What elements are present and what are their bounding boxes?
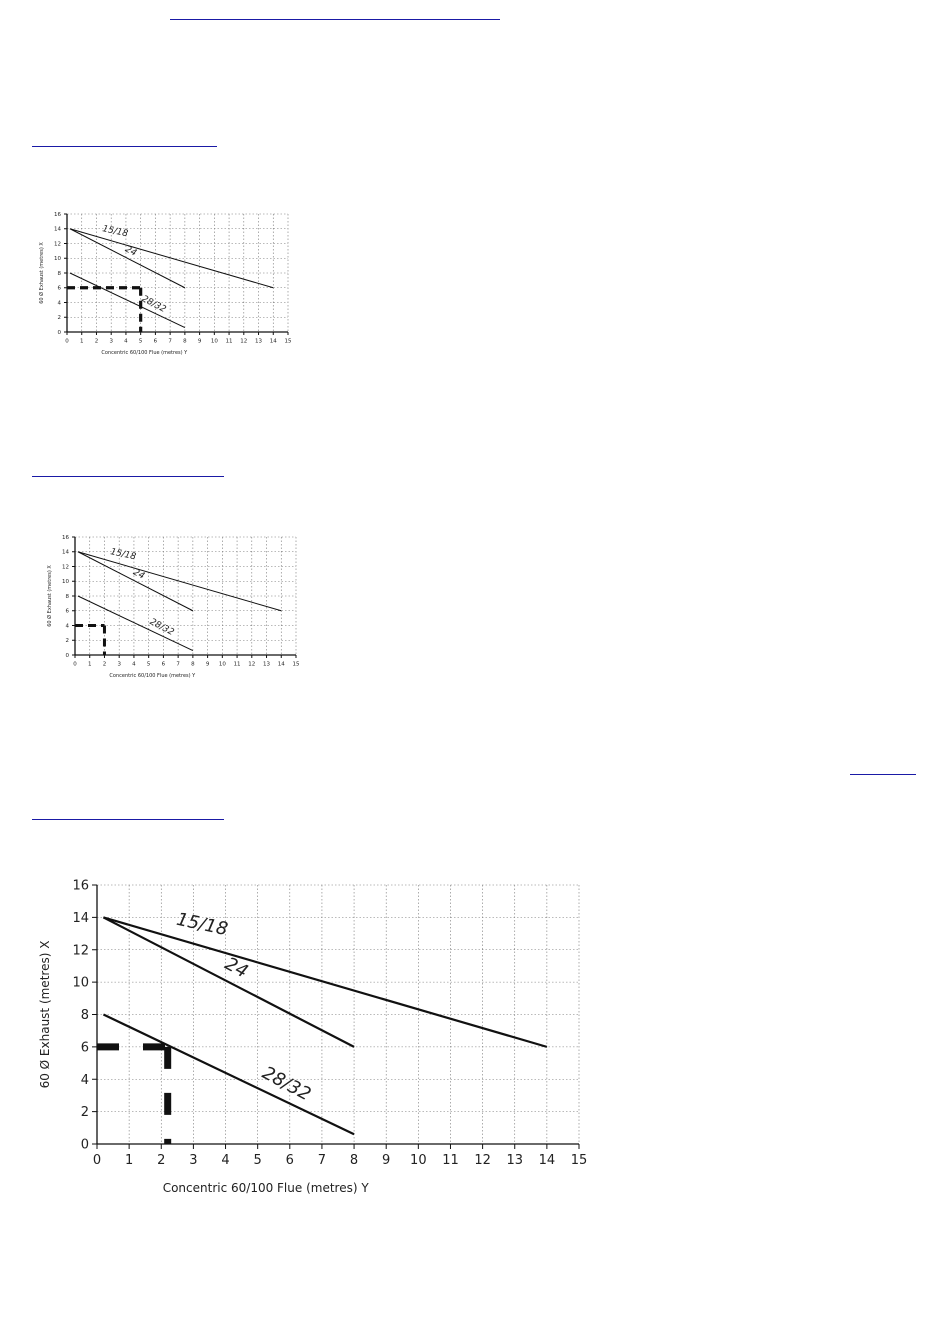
x-tick-label: 4 [132,661,136,668]
x-tick-label: 1 [79,338,84,345]
x-tick-label: 12 [240,338,248,345]
x-tick-label: 7 [168,338,172,345]
y-tick-label: 6 [65,608,69,615]
y-tick-label: 4 [80,1072,89,1088]
x-tick-label: 5 [146,661,151,668]
y-tick-label: 0 [80,1137,89,1153]
series-line [70,273,185,328]
link-right[interactable] [850,774,916,775]
x-tick-label: 10 [210,338,218,345]
x-tick-label: 6 [285,1153,294,1168]
x-tick-label: 7 [317,1153,327,1168]
y-tick-label: 14 [62,549,69,556]
x-tick-label: 10 [410,1153,427,1168]
x-tick-label: 14 [269,338,277,345]
x-tick-label: 8 [191,661,195,668]
y-axis-label: 60 Ø Exhaust (metres) X [47,565,53,627]
link-top[interactable] [170,19,500,20]
x-tick-label: 9 [205,661,210,668]
y-tick-label: 2 [57,315,61,322]
x-tick-label: 12 [474,1153,491,1168]
series-line [103,917,354,1047]
y-tick-label: 2 [80,1105,89,1121]
y-axis-label: 60 Ø Exhaust (metres) X [39,242,45,304]
series-line [103,917,546,1047]
y-tick-label: 4 [57,300,61,307]
x-tick-label: 8 [183,338,187,345]
y-axis-label: 60 Ø Exhaust (metres) X [38,940,52,1089]
y-tick-label: 12 [62,564,69,571]
y-tick-label: 10 [72,975,89,991]
y-tick-label: 12 [54,241,61,248]
y-tick-label: 6 [57,285,61,292]
series-line [70,229,185,288]
x-tick-label: 1 [124,1153,134,1168]
x-tick-label: 6 [161,661,166,668]
y-tick-label: 10 [54,256,61,263]
chart-3 [40,875,600,1205]
y-tick-label: 16 [62,534,69,541]
series-label: 24 [221,953,252,983]
x-tick-label: 2 [94,338,99,345]
series-label: 24 [131,567,147,582]
y-tick-label: 16 [72,878,89,894]
x-tick-label: 13 [506,1153,524,1168]
x-tick-label: 11 [442,1153,459,1168]
x-tick-label: 11 [233,661,241,668]
x-tick-label: 11 [225,338,233,345]
x-tick-label: 15 [570,1153,588,1168]
x-tick-label: 13 [263,661,271,668]
x-tick-label: 3 [189,1153,198,1168]
y-tick-label: 0 [65,652,69,659]
link-section-1[interactable] [32,146,217,147]
x-tick-label: 6 [153,338,158,345]
x-tick-label: 0 [73,661,77,668]
grid [67,214,288,332]
x-tick-label: 5 [253,1153,262,1168]
series-label: 28/32 [258,1062,315,1106]
series-label: 24 [123,244,139,259]
x-tick-label: 2 [157,1153,166,1168]
y-tick-label: 8 [80,1008,89,1024]
x-tick-label: 0 [65,338,69,345]
y-tick-label: 8 [65,593,69,600]
x-tick-label: 8 [349,1153,359,1168]
x-axis-label: Concentric 60/100 Flue (metres) Y [109,673,196,679]
y-tick-label: 14 [72,910,89,926]
y-tick-label: 16 [54,211,61,218]
y-tick-label: 12 [72,943,89,959]
x-tick-label: 0 [92,1153,102,1168]
chart-1 [30,205,300,365]
x-axis-label: Concentric 60/100 Flue (metres) Y [101,350,188,356]
series-label: 15/18 [174,908,230,941]
y-tick-label: 0 [57,329,61,336]
x-axis-label: Concentric 60/100 Flue (metres) Y [162,1181,369,1195]
x-tick-label: 4 [221,1153,230,1168]
x-tick-label: 2 [102,661,107,668]
x-tick-label: 14 [538,1153,556,1168]
y-tick-label: 14 [54,226,61,233]
x-tick-label: 4 [124,338,128,345]
x-tick-label: 10 [218,661,226,668]
x-tick-label: 5 [138,338,143,345]
x-tick-label: 13 [255,338,263,345]
series-line [78,552,193,611]
x-tick-label: 1 [87,661,92,668]
y-tick-label: 8 [57,270,61,277]
series-label: 28/32 [139,294,168,316]
grid [75,537,296,655]
x-tick-label: 9 [382,1153,391,1168]
x-tick-label: 3 [117,661,121,668]
x-tick-label: 3 [109,338,113,345]
y-tick-label: 6 [80,1040,89,1056]
series-line [103,1015,354,1135]
x-tick-label: 9 [197,338,202,345]
y-tick-label: 10 [62,579,69,586]
series-label: 15/18 [101,224,129,240]
x-tick-label: 15 [292,661,300,668]
series-label: 15/18 [109,547,137,563]
y-tick-label: 2 [65,638,69,645]
x-tick-label: 14 [277,661,285,668]
x-tick-label: 12 [248,661,256,668]
x-tick-label: 7 [176,661,180,668]
y-tick-label: 4 [65,623,69,630]
series-label: 28/32 [147,617,176,639]
series-line [78,596,193,651]
chart-2 [40,530,310,690]
link-section-3[interactable] [32,819,224,820]
x-tick-label: 15 [284,338,292,345]
link-section-2[interactable] [32,476,224,477]
